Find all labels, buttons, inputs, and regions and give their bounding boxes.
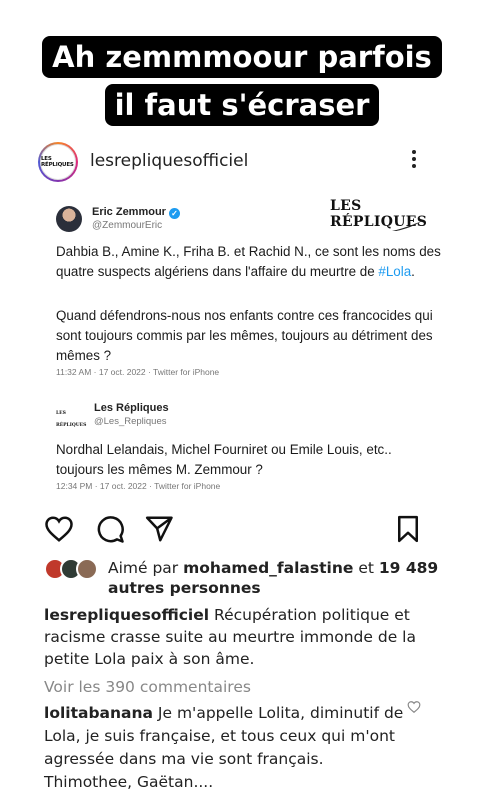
likes-others[interactable]: 19 489 autres personnes [108,559,439,597]
story-caption-line2 [0,84,484,126]
reply-text: Nordhal Lelandais, Michel Fourniret ou Emile Louis, etc.. toujours les mêmes M. Zemmour ? [56,442,392,477]
avatar-logo: LES RÉPLIQUES [40,144,76,180]
post-username[interactable]: lesrepliquesofficiel [90,151,249,171]
comment-item [44,702,404,794]
likes-count[interactable] [108,558,458,598]
tweet-author-name-text: Eric Zemmour [92,206,166,218]
comment-body: Je m'appelle Lolita, diminutif de Lola, je suis française, et tous ceux qui m'ont agressée dans ma vie sont français. Thimothee, Gaëtan.... [44,704,404,791]
likes-prefix: Aimé par [108,559,184,577]
hashtag-link: #Lola [378,264,412,279]
likes-row [0,558,484,602]
tweet-author-name [92,206,180,219]
post-actions [0,514,484,546]
post-header [0,142,484,180]
reply-author-handle: @Les_Repliques [94,416,167,427]
tweet-author-handle: @ZemmourEric [92,220,163,231]
tweet-text-paragraph-2: Quand défendrons-nous nos enfants contre ces francocides qui sont toujours commis par les mêmes, toujours au détriment des mêmes ? [56,308,433,363]
likes-middle: et [353,559,379,577]
more-options-icon[interactable] [408,148,420,172]
liker-username[interactable]: mohamed_falastine [183,559,354,577]
story-caption-text-2: il faut s'écraser [105,84,380,126]
caption-username[interactable]: lesrepliquesofficiel [44,606,210,624]
story-caption-line1 [0,36,484,78]
verified-icon: ✓ [169,208,180,219]
tweet-text-1-end: . [411,264,415,279]
brand-logo: LES RÉPLIQUES [330,198,428,230]
comment-username[interactable]: lolitabanana [44,704,153,722]
avatar[interactable] [38,142,78,182]
liker-avatar [76,558,98,580]
tweet-timestamp: 11:32 AM · 17 oct. 2022 · Twitter for iPhone [56,367,220,377]
reply-timestamp: 12:34 PM · 17 oct. 2022 · Twitter for iPhone [56,481,221,491]
quill-icon [390,220,424,232]
tweet-avatar [56,206,82,232]
post-image [38,190,446,502]
tweet-text-1: Dahbia B., Amine K., Friha B. et Rachid N., ce sont les noms des quatre suspects algériens dans l'affaire du meurtre de [56,244,441,279]
comment-icon[interactable] [95,514,125,544]
reply-avatar-logo: LES RÉPLIQUES [56,411,87,428]
share-icon[interactable] [144,514,174,544]
story-caption-text-1: Ah zemmmoour parfois [42,36,442,78]
tweet-text-paragraph-1 [56,242,441,282]
bookmark-icon[interactable] [393,514,423,544]
post-caption [44,604,464,670]
view-comments-link[interactable]: Voir les 390 commentaires [44,678,251,696]
reply-author-name: Les Répliques [94,402,169,414]
comment-like-icon[interactable] [406,700,422,714]
heart-icon[interactable] [44,514,74,544]
caption-body: Récupération politique et racisme crasse suite au meurtre immonde de la petite Lola paix à son âme. [44,606,416,668]
